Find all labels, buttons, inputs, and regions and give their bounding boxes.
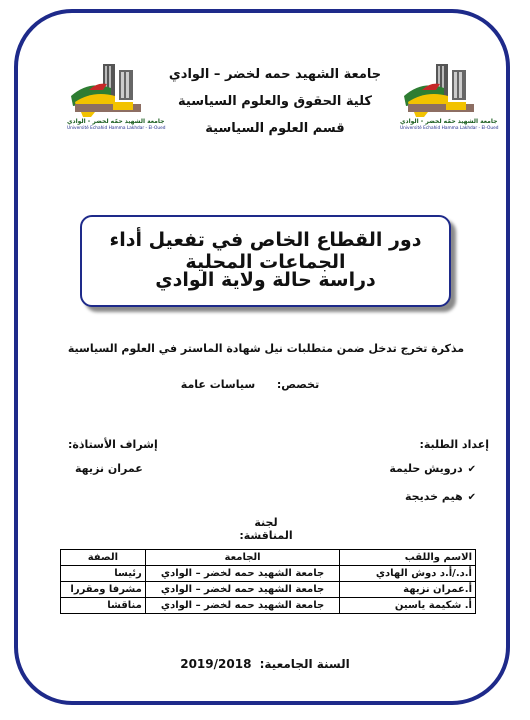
- member-role: مناقشا: [61, 598, 146, 614]
- thesis-note: مذكرة تخرج تدخل ضمن متطلبات نيل شهادة الماستر في العلوم السياسية: [67, 342, 465, 355]
- student-item: [389, 462, 476, 475]
- student-item: [405, 490, 476, 503]
- students-label: إعداد الطلبة:: [419, 438, 489, 451]
- thesis-subtitle: دراسة حالة ولاية الوادي: [155, 269, 376, 291]
- student-name: هيم خديجة: [405, 490, 463, 503]
- member-name: أ. شكيمة ياسين: [340, 598, 476, 614]
- table-row: [61, 582, 476, 598]
- academic-year-value: 2019/2018: [180, 657, 252, 671]
- table-row: [61, 598, 476, 614]
- member-university: جامعة الشهيد حمه لخضر – الوادي: [145, 566, 340, 582]
- department-name: قسم العلوم السياسية: [205, 121, 345, 136]
- member-university: جامعة الشهيد حمه لخضر – الوادي: [145, 598, 340, 614]
- supervisor-name: عمران نزيهة: [75, 462, 143, 475]
- committee-label: لجنة المناقشة:: [239, 516, 293, 542]
- table-header-row: [61, 550, 476, 566]
- column-header-university: الجامعة: [145, 550, 340, 566]
- member-role: رئيسا: [61, 566, 146, 582]
- committee-table: [60, 549, 476, 614]
- academic-year: [165, 657, 365, 671]
- thesis-title: دور القطاع الخاص في تفعيل أداء الجماعات المحلية: [109, 229, 422, 273]
- table-row: [61, 566, 476, 582]
- check-icon: ✔: [467, 492, 476, 503]
- logo-caption-french: Université Echahid Hamma Lakhdar - El-Oued: [67, 126, 166, 131]
- column-header-name: الاسم واللقب: [340, 550, 476, 566]
- specialization-label: تخصص:: [276, 378, 320, 391]
- supervisor-label: إشراف الأستاذة:: [68, 438, 158, 451]
- university-emblem-icon: [67, 60, 149, 120]
- logo-caption-french: Université Echahid Hamma Lakhdar - El-Oued: [400, 126, 499, 131]
- faculty-name: كلية الحقوق والعلوم السياسية: [178, 94, 372, 109]
- logo-caption-arabic: جامعة الشهيد حمّه لخضر - الوادي: [400, 118, 498, 125]
- specialization: [140, 378, 360, 391]
- member-name: أ.د./أ.د دوش الهادي: [340, 566, 476, 582]
- member-name: أ.عمران نزيهة: [340, 582, 476, 598]
- member-role: مشرفا ومقررا: [61, 582, 146, 598]
- student-name: درويش حليمة: [389, 462, 463, 475]
- check-icon: ✔: [467, 464, 476, 475]
- university-logo-right: [400, 60, 499, 138]
- university-logo-left: [67, 60, 166, 138]
- thesis-title-box: [80, 215, 451, 307]
- member-university: جامعة الشهيد حمه لخضر – الوادي: [145, 582, 340, 598]
- column-header-role: الصفة: [61, 550, 146, 566]
- specialization-value: سياسات عامة: [180, 378, 256, 391]
- logo-caption-arabic: جامعة الشهيد حمّه لخضر - الوادي: [67, 118, 165, 125]
- academic-year-label: السنة الجامعية:: [259, 657, 350, 671]
- university-name: جامعة الشهيد حمه لخضر – الوادي: [168, 67, 382, 82]
- university-emblem-icon: [400, 60, 482, 120]
